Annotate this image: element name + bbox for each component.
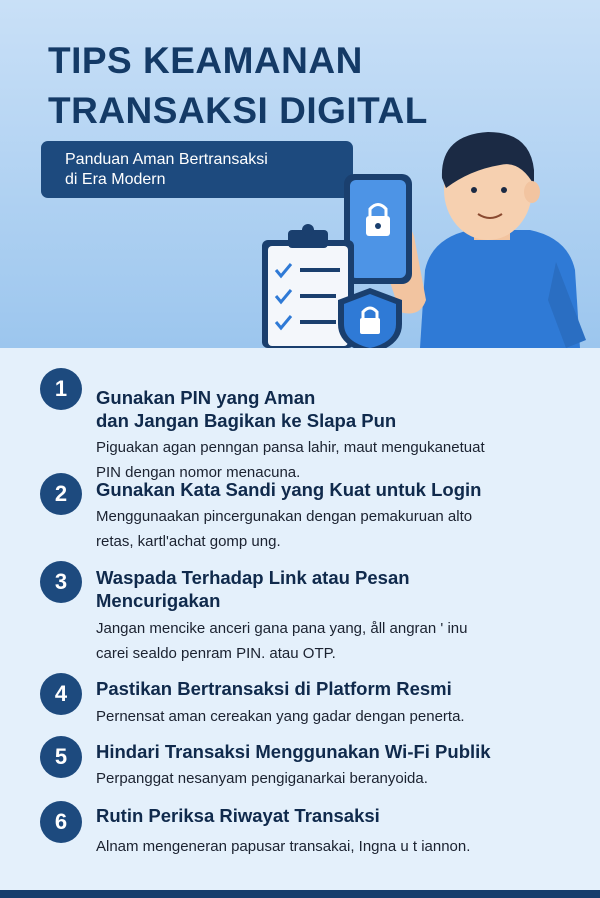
tip-desc-line: retas, kartl'achat gomp ung. xyxy=(96,533,281,550)
tips-section xyxy=(0,348,600,898)
tip-title-line: Waspada Terhadap Link atau Pesan xyxy=(96,567,410,588)
tip-title-line: Hindari Transaksi Menggunakan Wi-Fi Publik xyxy=(96,741,491,762)
tip-title-line: Pastikan Bertransaksi di Platform Resmi xyxy=(96,678,452,699)
tip-desc-line: Menggunaakan pincergunakan dengan pemakuruan alto xyxy=(96,508,473,525)
shield-lock-icon xyxy=(338,288,402,348)
tip-description xyxy=(96,834,566,859)
tip-description xyxy=(96,766,566,791)
tip-title-line: Gunakan PIN yang Aman xyxy=(96,387,316,408)
footer-bar xyxy=(0,890,600,898)
tip-desc-line: carei sealdo penram PIN. atau OTP. xyxy=(96,645,336,662)
tip-title xyxy=(96,478,566,501)
tip-number-badge: 2 xyxy=(40,473,82,515)
header-banner xyxy=(0,0,600,348)
tip-title xyxy=(96,566,566,612)
smartphone-lock-icon xyxy=(344,174,426,314)
tip-title xyxy=(96,740,566,763)
subtitle-line-1: Panduan Aman Bertransaksi xyxy=(65,151,268,168)
tip-description xyxy=(96,704,566,729)
tip-desc-line: Alnam mengeneran papusar transakai, Ingna u t iannon. xyxy=(96,838,471,855)
tip-title-line: Mencurigakan xyxy=(96,590,221,611)
tip-description xyxy=(96,616,566,666)
tip-desc-line: Piguakan agan penngan pansa lahir, maut mengukanetuat xyxy=(96,439,485,456)
tip-title xyxy=(96,804,566,827)
tip-desc-line: Jangan mencike anceri gana pana yang, åll angran ' inu xyxy=(96,620,468,637)
tip-title xyxy=(96,677,566,700)
tip-title-line: Gunakan Kata Sandi yang Kuat untuk Login xyxy=(96,479,482,500)
title-line-2: TRANSAKSI DIGITAL xyxy=(48,90,428,131)
tip-number-badge: 5 xyxy=(40,736,82,778)
title-line-1: TIPS KEAMANAN xyxy=(48,40,363,81)
subtitle-line-2: di Era Modern xyxy=(65,171,166,188)
tip-number-badge: 1 xyxy=(40,368,82,410)
tip-number-badge: 6 xyxy=(40,801,82,843)
tip-title-line: dan Jangan Bagikan ke Slapa Pun xyxy=(96,410,397,431)
tip-title-line: Rutin Periksa Riwayat Transaksi xyxy=(96,805,380,826)
tip-number-badge: 3 xyxy=(40,561,82,603)
person-icon xyxy=(420,132,586,348)
tip-title xyxy=(96,386,566,432)
tip-description xyxy=(96,504,566,554)
tip-desc-line: Pernensat aman cereakan yang gadar dengan penerta. xyxy=(96,708,465,725)
tip-desc-line: Perpanggat nesanyam pengiganarkai beranyoida. xyxy=(96,770,428,787)
tip-desc-line: PIN dengan nomor menacuna. xyxy=(96,464,301,481)
tip-number-badge: 4 xyxy=(40,673,82,715)
illustration xyxy=(0,0,600,348)
